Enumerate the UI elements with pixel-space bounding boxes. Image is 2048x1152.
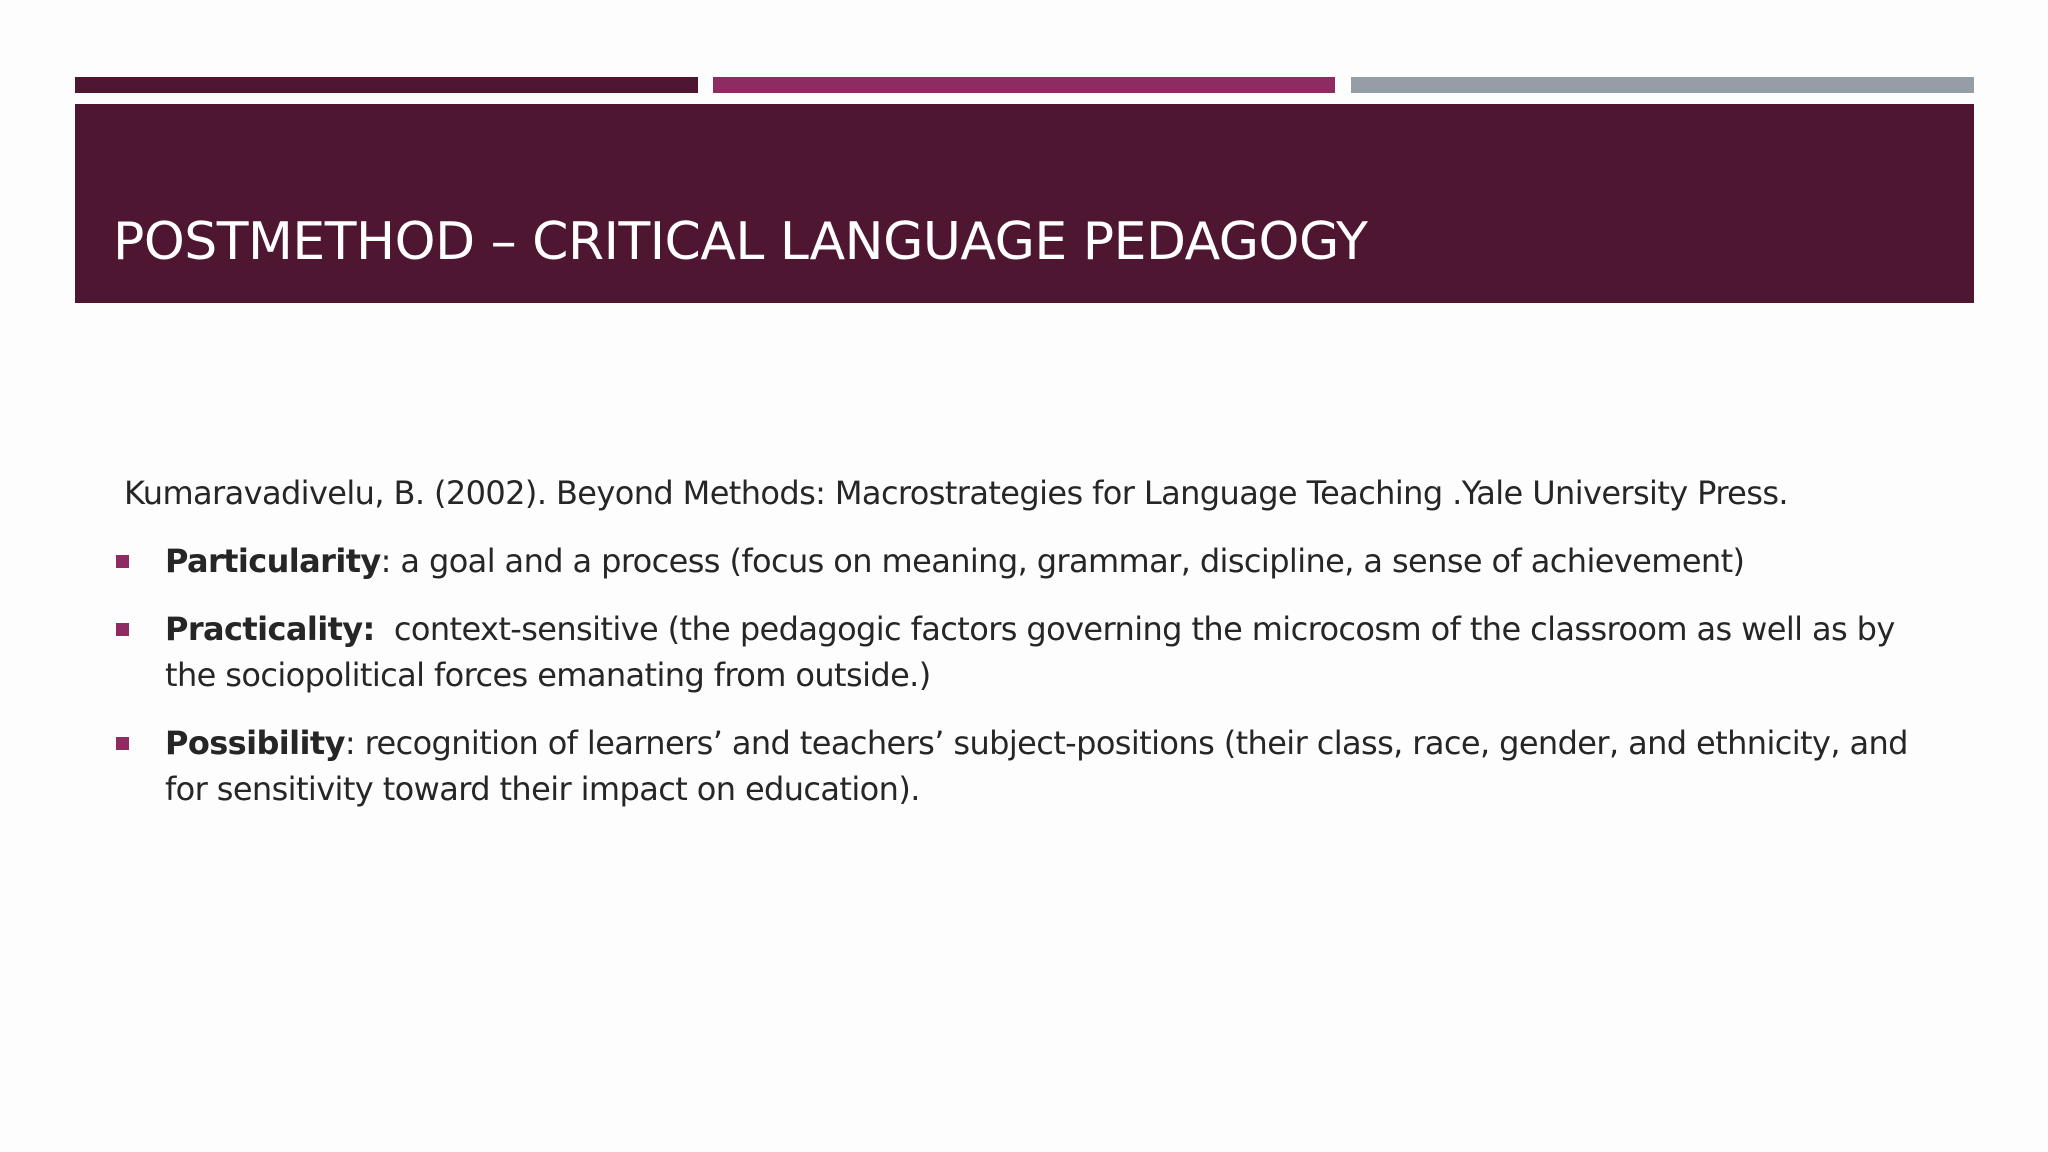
bullet-term: Practicality:: [165, 610, 375, 648]
slide-title: POSTMETHOD – CRITICAL LANGUAGE PEDAGOGY: [113, 212, 1368, 272]
bullet-term: Particularity: [165, 542, 381, 580]
bullet-text: : recognition of learners’ and teachers’ subject-positions (their class, race, gender, and ethnicity, and for sensitivity toward their impact on education).: [165, 724, 1908, 808]
accent-bar-plum: [75, 77, 698, 93]
accent-bar-gray: [1351, 77, 1974, 93]
square-bullet-icon: [116, 555, 129, 568]
title-band: [75, 104, 1974, 303]
bullet-term: Possibility: [165, 724, 345, 762]
square-bullet-icon: [116, 737, 129, 750]
accent-bar-magenta: [713, 77, 1335, 93]
bullet-text: context-sensitive (the pedagogic factors governing the microcosm of the classroom as well as by the sociopolitical forces emanating from outside.): [165, 610, 1905, 694]
square-bullet-icon: [116, 623, 129, 636]
bullet-list: [113, 538, 1943, 812]
bullet-item-practicality: [113, 606, 1943, 698]
bullet-text: : a goal and a process (focus on meaning, grammar, discipline, a sense of achievement): [380, 542, 1745, 580]
reference-citation: Kumaravadivelu, B. (2002). Beyond Methods: Macrostrategies for Language Teaching .Yale University Press.: [124, 474, 1788, 512]
bullet-item-possibility: [113, 720, 1943, 812]
bullet-item-particularity: [113, 538, 1943, 584]
slide-content: [113, 470, 1943, 834]
